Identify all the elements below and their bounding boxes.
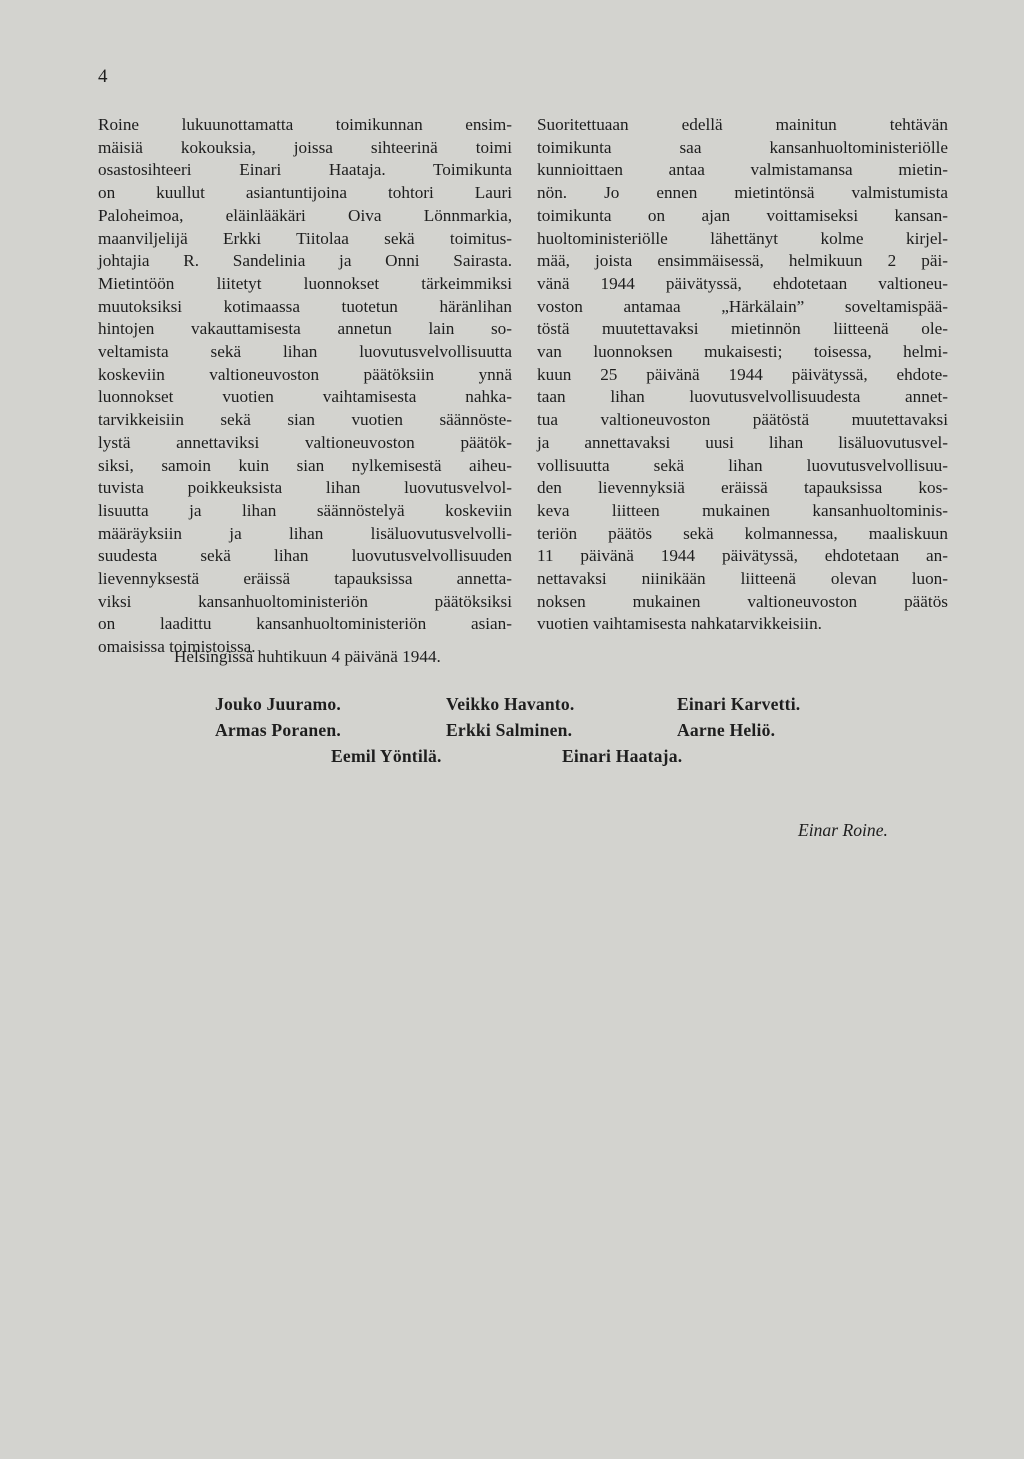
text-line: luonnokset vuotien vaihtamisesta nahka- xyxy=(98,387,512,407)
text-line: nettavaksi niinikään liitteenä olevan luon- xyxy=(537,569,948,589)
signature-erkki-salminen: Erkki Salminen. xyxy=(446,720,573,740)
text-line: on laadittu kansanhuoltoministeriön asian- xyxy=(98,614,512,634)
signature-einari-karvetti: Einari Karvetti. xyxy=(677,694,801,714)
text-line: Suoritettuaan edellä mainitun tehtävän xyxy=(537,115,948,134)
right-text-column xyxy=(537,114,948,636)
text-line: Mietintöön liitetyt luonnokset tärkeimmiksi xyxy=(98,273,512,293)
left-text-column xyxy=(98,114,512,659)
text-line: määräyksiin ja lihan lisäluovutusvelvolli- xyxy=(98,523,512,543)
signature-einari-haataja: Einari Haataja. xyxy=(562,746,683,766)
text-line: 11 päivänä 1944 päivätyssä, ehdotetaan an- xyxy=(537,546,948,566)
text-line: keva liitteen mukainen kansanhuoltominis- xyxy=(537,500,948,520)
text-line: toimikunta on ajan voittamiseksi kansan- xyxy=(537,205,948,225)
place-date-line: Helsingissä huhtikuun 4 päivänä 1944. xyxy=(174,647,441,666)
text-line: vuotien vaihtamisesta nahkatarvikkeisiin. xyxy=(537,614,822,634)
text-line: lystä annettaviksi valtioneuvoston päätök- xyxy=(98,432,512,452)
text-line: ja annettavaksi uusi lihan lisäluovutusvel- xyxy=(537,432,948,452)
text-line: mää, joista ensimmäisessä, helmikuun 2 päi- xyxy=(537,251,948,271)
text-line: noksen mukainen valtioneuvoston päätös xyxy=(537,591,948,611)
signature-armas-poranen: Armas Poranen. xyxy=(215,720,341,740)
text-line: mäisiä kokouksia, joissa sihteerinä toimi xyxy=(98,137,512,157)
text-line: veltamista sekä lihan luovutusvelvollisuutta xyxy=(98,342,512,362)
text-line: den lievennyksiä eräissä tapauksissa kos- xyxy=(537,478,948,498)
text-line: siksi, samoin kuin sian nylkemisestä aiheu- xyxy=(98,455,512,475)
text-line: tua valtioneuvoston päätöstä muutettavaksi xyxy=(537,410,948,430)
text-line: lievennyksestä eräissä tapauksissa annetta- xyxy=(98,569,512,589)
text-line: töstä muutettavaksi mietinnön liitteenä ole- xyxy=(537,319,948,339)
text-line: johtajia R. Sandelinia ja Onni Sairasta. xyxy=(98,251,512,271)
text-line: koskeviin valtioneuvoston päätöksiin ynnä xyxy=(98,364,512,384)
signature-aarne-helio: Aarne Heliö. xyxy=(677,720,776,740)
text-line: teriön päätös sekä kolmannessa, maaliskuun xyxy=(537,523,948,543)
text-line: tuvista poikkeuksista lihan luovutusvelvol- xyxy=(98,478,512,498)
text-line: maanviljelijä Erkki Tiitolaa sekä toimitus- xyxy=(98,228,512,248)
text-line: voston antamaa „Härkälain” soveltamispää- xyxy=(537,296,948,316)
text-line: on kuullut asiantuntijoina tohtori Lauri xyxy=(98,183,512,203)
text-line: Roine lukuunottamatta toimikunnan ensim- xyxy=(98,115,512,134)
text-line: suudesta sekä lihan luovutusvelvollisuuden xyxy=(98,546,512,566)
text-line: hintojen vakauttamisesta annetun lain so- xyxy=(98,319,512,339)
text-line: osastosihteeri Einari Haataja. Toimikunta xyxy=(98,160,512,180)
signature-jouko-juuramo: Jouko Juuramo. xyxy=(215,694,341,714)
text-line: taan lihan luovutusvelvollisuudesta annet- xyxy=(537,387,948,407)
text-line: viksi kansanhuoltoministeriön päätöksiksi xyxy=(98,591,512,611)
text-line: tarvikkeisiin sekä sian vuotien säännöste- xyxy=(98,410,512,430)
text-line: nön. Jo ennen mietintönsä valmistumista xyxy=(537,183,948,203)
text-line: kunnioittaen antaa valmistamansa mietin- xyxy=(537,160,948,180)
text-line: vollisuutta sekä lihan luovutusvelvollisuu- xyxy=(537,455,948,475)
text-line: omaisissa toimistoissa. xyxy=(98,637,256,657)
text-line: van luonnoksen mukaisesti; toisessa, helmi- xyxy=(537,342,948,362)
signature-veikko-havanto: Veikko Havanto. xyxy=(446,694,575,714)
text-line: vänä 1944 päivätyssä, ehdotetaan valtioneu- xyxy=(537,273,948,293)
text-line: huoltoministeriölle lähettänyt kolme kirjel- xyxy=(537,228,948,248)
text-line: muutoksiksi kotimaassa tuotetun häränlihan xyxy=(98,296,512,316)
signature-eemil-yontila: Eemil Yöntilä. xyxy=(331,746,442,766)
page-number: 4 xyxy=(98,66,108,87)
text-line: kuun 25 päivänä 1944 päivätyssä, ehdote- xyxy=(537,364,948,384)
text-line: Paloheimoa, eläinlääkäri Oiva Lönnmarkia, xyxy=(98,205,512,225)
text-line: toimikunta saa kansanhuoltoministeriölle xyxy=(537,137,948,157)
signature-einar-roine: Einar Roine. xyxy=(798,820,888,840)
text-line: lisuutta ja lihan säännöstelyä koskeviin xyxy=(98,500,512,520)
